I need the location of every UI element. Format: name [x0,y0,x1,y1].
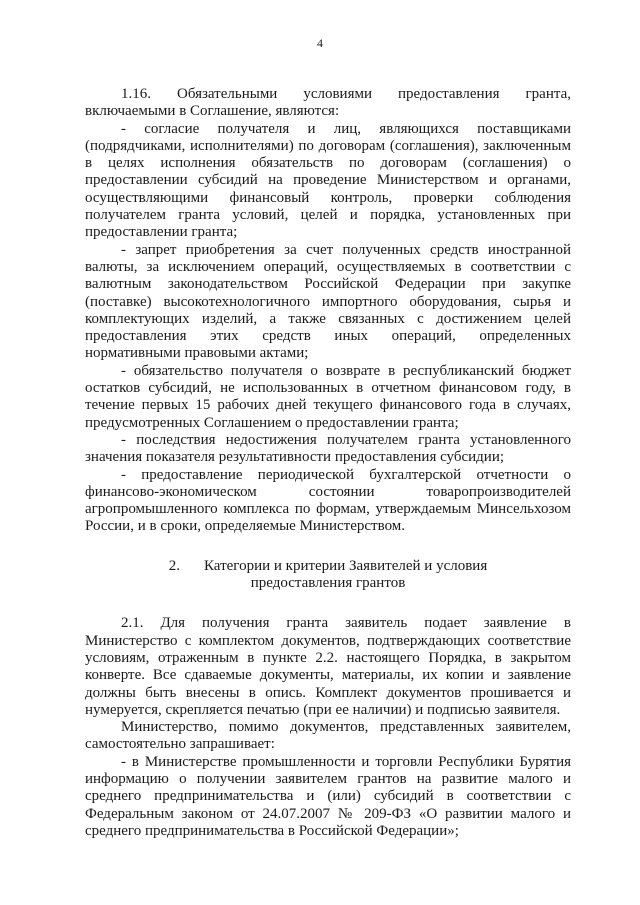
section-title-line2: предоставления грантов [250,575,406,592]
paragraph: - запрет приобретения за счет полученных средств иностранной валюты, за исключением операций, осуществляемых в соответствии с валютным законодательством Российской Федерации при закупке (поставке) высокотехнологичного импортного оборудования, сырья и комплектующих изделий, а также связанных с достижением целей предоставления этих средств иных операций, определенных нормативными правовыми актами; [85,241,571,362]
paragraph: - обязательство получателя о возврате в республиканский бюджет остатков субсидий, не использованных в отчетном финансовом году, в течение первых 15 рабочих дней текущего финансового года в случаях, предусмотренных Соглашением о предоставлении гранта; [85,362,571,431]
paragraph: - в Министерстве промышленности и торговли Республики Бурятия информацию о получении заявителем грантов на развитие малого и среднего предпринимательства и (или) субсидий в соответствии с Федеральным законом от 24.07.2007 № 209-ФЗ «О развитии малого и среднего предпринимательства в Российской Федерации»; [85,753,571,839]
section-title-line1: Категории и критерии Заявителей и условия [204,557,488,574]
section-heading [85,558,571,593]
paragraph: Министерство, помимо документов, представленных заявителем, самостоятельно запрашивает: [85,719,571,753]
paragraph: - предоставление периодической бухгалтерской отчетности о финансово-экономическом состоянии товаропроизводителей агропромышленного комплекса по формам, утверждаемым Минсельхозом России, и в сроки, определяемые Министерством. [85,466,571,535]
page-number: 4 [317,36,323,50]
paragraph: - последствия недостижения получателем гранта установленного значения показателя результативности предоставления субсидии; [85,431,571,466]
paragraph: 1.16. Обязательными условиями предоставления гранта, включаемыми в Соглашение, являются: [85,86,571,120]
section-number: 2. [168,557,180,574]
paragraph: - согласие получателя и лиц, являющихся поставщиками (подрядчиками, исполнителями) по договорам (соглашения), заключенным в целях исполнения обязательств по договорам (соглашения) о предоставлении субсидий на проведение Министерством и органами, осуществляющими финансовый контроль, проверки соблюдения получателем гранта условий, целей и порядка, установленных при предоставлении гранта; [85,120,571,241]
document-body [85,86,571,840]
paragraph: 2.1. Для получения гранта заявитель подает заявление в Министерство с комплектом документов, подтверждающих соответствие условиям, отраженным в пункте 2.2. настоящего Порядка, в закрытом конверте. Все сдаваемые документы, материалы, их копии и заявление должны быть внесены в опись. Комплект документов прошивается и нумеруется, скрепляется печатью (при ее наличии) и подписью заявителя. [85,615,571,718]
